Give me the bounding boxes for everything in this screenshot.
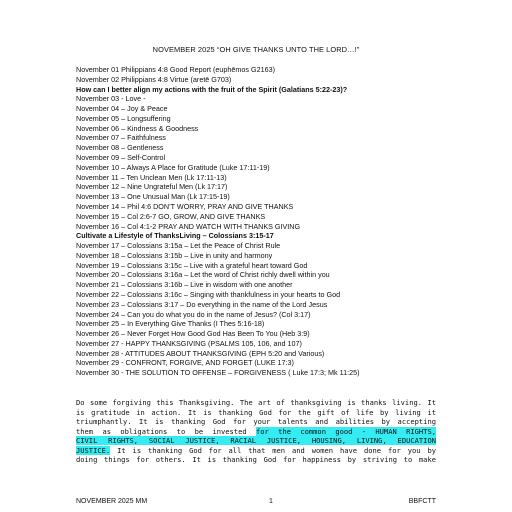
schedule-item: November 29 - CONFRONT, FORGIVE, AND FORGET (LUKE 17:3) <box>76 358 294 368</box>
schedule-item: November 21 – Colossians 3:16b – Live in wisdom with one another <box>76 280 293 290</box>
schedule-item: November 04 – Joy & Peace <box>76 104 168 114</box>
schedule-item: November 09 – Self-Control <box>76 153 166 163</box>
highlighted-text: CIVIL RIGHTS, SOCIAL JUSTICE, RACIAL JUSTICE, HOUSING, LIVING, EDUCATION <box>76 436 436 446</box>
schedule-item: November 15 – Col 2:6-7 GO, GROW, AND GIVE THANKS <box>76 211 266 221</box>
schedule-item: November 25 – In Everything Give Thanks (I Thes 5:16-18) <box>76 319 265 329</box>
schedule-item: November 02 Philippians 4:8 Virtue (aretē G703) <box>76 74 232 84</box>
schedule-item: November 30 - THE SOLUTION TO OFFENSE – FORGIVENESS ( Luke 17:3; Mk 11:25) <box>76 368 360 378</box>
schedule-item: November 27 - HAPPY THANKSGIVING (PSALMS 105, 106, and 107) <box>76 338 302 348</box>
schedule-item: November 23 – Colossians 3:17 – Do everything in the name of the Lord Jesus <box>76 299 328 309</box>
highlighted-text: for the common good - HUMAN RIGHTS, <box>256 426 436 436</box>
schedule-item: November 11 – Ten Unclean Men (Lk 17:11-13) <box>76 172 227 182</box>
page-number: 1 <box>269 498 273 505</box>
schedule-item: November 22 – Colossians 3:16c – Singing with thankfulness in your hearts to God <box>76 289 341 299</box>
highlighted-text: JUSTICE. <box>76 445 111 455</box>
essay-line: triumphantly. It is thanking God for your talents and abilities by accepting <box>76 417 436 427</box>
schedule-item: November 18 – Colossians 3:15b – Live in unity and harmony <box>76 250 273 260</box>
footer-left: NOVEMBER 2025 MM <box>76 498 148 505</box>
page-title: NOVEMBER 2025 “OH GIVE THANKS UNTO THE LORD…!” <box>152 45 360 54</box>
schedule-item: November 20 – Colossians 3:16a – Let the word of Christ richly dwell within you <box>76 270 330 280</box>
essay-line: Do some forgiving this Thanksgiving. The art of thanksgiving is thanks living. It <box>76 398 436 407</box>
schedule-item: November 05 – Longsuffering <box>76 113 171 123</box>
essay-line <box>76 436 436 446</box>
essay-paragraph <box>76 398 436 465</box>
schedule-item: November 28 - ATTITUDES ABOUT THANKSGIVING (EPH 5:20 and Various) <box>76 348 325 358</box>
schedule-item: November 01 Philippians 4:8 Good Report (euphēmos G2163) <box>76 65 275 74</box>
schedule-item: November 24 – Can you do what you do in the name of Jesus? (Col 3:17) <box>76 309 311 319</box>
schedule-item: November 16 – Col 4:1-2 PRAY AND WATCH WITH THANKS GIVING <box>76 221 301 231</box>
essay-line: doing things for others. It is thanking God for happiness by striving to make <box>76 455 436 465</box>
essay-line: is gratitude in action. It is thanking God for the gift of life by living it <box>76 407 436 417</box>
schedule-item: November 08 – Gentleness <box>76 143 164 153</box>
schedule-list <box>76 65 466 378</box>
essay-line: them as obligations to be invested for the common good - HUMAN RIGHTS, <box>76 426 436 436</box>
essay-line: JUSTICE. It is thanking God for all that men and women have done for you by <box>76 445 436 455</box>
schedule-item: November 06 – Kindness & Goodness <box>76 123 199 133</box>
section-heading: Cultivate a Lifestyle of ThanksLiving – Colossians 3:15-17 <box>76 231 274 241</box>
schedule-item: November 14 – Phil 4:6 DON’T WORRY, PRAY AND GIVE THANKS <box>76 201 294 211</box>
schedule-item: November 19 – Colossians 3:15c – Live with a grateful heart toward God <box>76 260 308 270</box>
footer-right: BBFCTT <box>408 498 436 505</box>
schedule-item: November 03 - Love - <box>76 94 146 104</box>
schedule-item: November 10 – Always A Place for Gratitude (Luke 17:11-19) <box>76 162 270 172</box>
schedule-item: November 17 – Colossians 3:15a – Let the Peace of Christ Rule <box>76 241 281 251</box>
schedule-item: November 13 – One Unusual Man (Lk 17:15-19) <box>76 192 230 202</box>
schedule-item: November 12 – Nine Ungrateful Men (Lk 17:17) <box>76 182 228 192</box>
section-heading: How can I better align my actions with the fruit of the Spirit (Galatians 5:22-23)? <box>76 84 348 94</box>
schedule-item: November 07 – Faithfulness <box>76 133 166 143</box>
schedule-item: November 26 – Never Forget How Good God Has Been To You (Heb 3:9) <box>76 329 310 339</box>
